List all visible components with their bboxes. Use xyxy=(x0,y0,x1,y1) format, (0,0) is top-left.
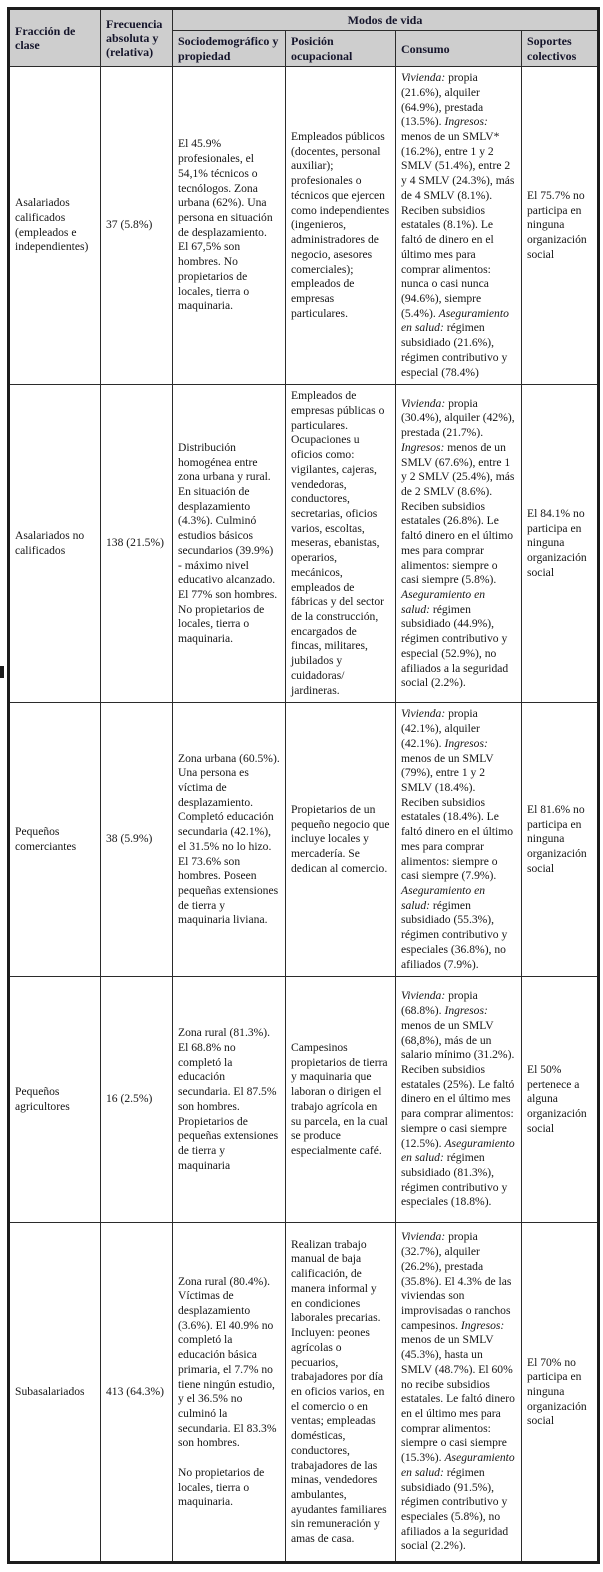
cell-soportes: El 50% pertenece a alguna organización social xyxy=(522,977,599,1223)
cell-frecuencia: 413 (64.3%) xyxy=(101,1223,173,1563)
cell-soportes: El 70% no participa en ninguna organización social xyxy=(522,1223,599,1563)
header-posicion-ocupacional: Posición ocupacional xyxy=(286,31,396,67)
table-header xyxy=(9,9,599,67)
header-fraccion-de-clase: Fracción de clase xyxy=(9,9,101,67)
cell-frecuencia: 38 (5.9%) xyxy=(101,703,173,977)
cell-sociodemografico: Zona urbana (60.5%). Una persona es víctima de desplazamiento. Completó educación secundaria (42.1%), el 31.5% no lo hizo. El 73.6% son hombres. Poseen pequeñas extensiones de tierra y maquinaria liviana. xyxy=(173,703,286,977)
table-row xyxy=(9,703,599,977)
header-frecuencia: Frecuencia absoluta y (relativa) xyxy=(101,9,173,67)
cell-fraccion: Asalariados no calificados xyxy=(9,385,101,703)
cell-frecuencia: 37 (5.8%) xyxy=(101,67,173,385)
cell-consumo: Vivienda: propia (30.4%), alquiler (42%), prestada (21.7%). Ingresos: menos de un SMLV (67.6%), entre 1 y 2 SMLV (25.4%), más de 2 SMLV (8.6%). Reciben subsidios estatales (26.8%). Le faltó dinero en el último mes para comprar alimentos: siempre o casi siempre (5.8%). Aseguramiento en salud: régimen subsidiado (44.9%), régimen contributivo y especial (52.9%), no afiliados a la seguridad social (2.2%). xyxy=(396,385,522,703)
class-fractions-table xyxy=(7,7,600,1564)
scan-artifact-mark xyxy=(0,666,4,678)
table-body xyxy=(9,67,599,1563)
cell-frecuencia: 16 (2.5%) xyxy=(101,977,173,1223)
table-row xyxy=(9,977,599,1223)
table-row xyxy=(9,1223,599,1563)
cell-sociodemografico: Distribución homogénea entre zona urbana y rural. En situación de desplazamiento (4.3%). Culminó estudios básicos secundarios (39.9%) - máximo nivel educativo alcanzado. El 77% son hombres. No propietarios de locales, tierra o maquinaria. xyxy=(173,385,286,703)
header-sociodemografico: Sociodemográfico y propiedad xyxy=(173,31,286,67)
cell-soportes: El 81.6% no participa en ninguna organización social xyxy=(522,703,599,977)
cell-fraccion: Subasalariados xyxy=(9,1223,101,1563)
cell-consumo: Vivienda: propia (32.7%), alquiler (26.2%), prestada (35.8%). El 4.3% de las viviendas son improvisadas o ranchos campesinos. Ingresos: menos de un SMLV (45.3%), hasta un SMLV (48.7%). El 60% no recibe subsidios estatales. Le faltó dinero en el último mes para comprar alimentos: siempre o casi siempre (15.3%). Aseguramiento en salud: régimen subsidiado (91.5%), régimen contributivo y especiales (5.8%), no afiliados a la seguridad social (2.2%). xyxy=(396,1223,522,1563)
cell-posicion: Empleados de empresas públicas o particulares. Ocupaciones u oficios como: vigilantes, cajeras, vendedoras, conductores, secretarias, oficios varios, escoltas, meseras, ebanistas, operarios, mecánicos, empleados de fábricas y del sector de la construcción, encargados de fincas, militares, jubilados y cuidadoras/ jardineras. xyxy=(286,385,396,703)
header-consumo: Consumo xyxy=(396,31,522,67)
cell-fraccion: Pequeños agricultores xyxy=(9,977,101,1223)
cell-consumo: Vivienda: propia (42.1%), alquiler (42.1%). Ingresos: menos de un SMLV (79%), entre 1 y 2 SMLV (18.4%). Reciben subsidios estatales (18.4%). Le faltó dinero en el último mes para comprar alimentos: siempre o casi siempre (7.9%). Aseguramiento en salud: régimen subsidiado (55.3%), régimen contributivo y especiales (36.8%), no afiliados (7.9%). xyxy=(396,703,522,977)
cell-fraccion: Pequeños comerciantes xyxy=(9,703,101,977)
cell-frecuencia: 138 (21.5%) xyxy=(101,385,173,703)
cell-sociodemografico: Zona rural (80.4%). Víctimas de desplazamiento (3.6%). El 40.9% no completó la educación básica primaria, el 7.7% no tiene ningún estudio, y el 36.5% no culminó la secundaria. El 83.3% son hombres. No propietarios de locales, tierra o maquinaria. xyxy=(173,1223,286,1563)
cell-posicion: Propietarios de un pequeño negocio que incluye locales y mercadería. Se dedican al comercio. xyxy=(286,703,396,977)
cell-fraccion: Asalariados calificados (empleados e independientes) xyxy=(9,67,101,385)
table-row xyxy=(9,385,599,703)
header-row-top xyxy=(9,9,599,31)
cell-consumo: Vivienda: propia (68.8%). Ingresos: menos de un SMLV (68,8%), más de un salario mínimo (31.2%). Reciben subsidios estatales (25%). Le faltó dinero en el último mes para comprar alimentos: siempre o casi siempre (12.5%). Aseguramiento en salud: régimen subsidiado (81.3%), régimen contributivo y especiales (18.8%). xyxy=(396,977,522,1223)
header-modos-de-vida: Modos de vida xyxy=(173,9,599,31)
header-soportes-colectivos: Soportes colectivos xyxy=(522,31,599,67)
cell-posicion: Campesinos propietarios de tierra y maquinaria que laboran o dirigen el trabajo agrícola en su parcela, en la cual se produce especialmente café. xyxy=(286,977,396,1223)
table-row xyxy=(9,67,599,385)
cell-soportes: El 84.1% no participa en ninguna organización social xyxy=(522,385,599,703)
cell-posicion: Empleados públicos (docentes, personal auxiliar); profesionales o técnicos que ejercen como independientes (ingenieros, administradores de negocio, asesores comerciales); empleados de empresas particulares. xyxy=(286,67,396,385)
cell-consumo: Vivienda: propia (21.6%), alquiler (64.9%), prestada (13.5%). Ingresos: menos de un SMLV*(16.2%), entre 1 y 2 SMLV (51.4%), entre 2 y 4 SMLV (24.3%), más de 4 SMLV (8.1%). Reciben subsidios estatales (8.1%). Le faltó de dinero en el último mes para comprar alimentos: nunca o casi nunca (94.6%), siempre (5.4%). Aseguramiento en salud: régimen subsidiado (21.6%), régimen contributivo y especial (78.4%) xyxy=(396,67,522,385)
cell-soportes: El 75.7% no participa en ninguna organización social xyxy=(522,67,599,385)
cell-posicion: Realizan trabajo manual de baja calificación, de manera informal y en condiciones laborales precarias. Incluyen: peones agrícolas o pecuarios, trabajadores por día en oficios varios, en el comercio o en ventas; empleadas domésticas, conductores, trabajadores de las minas, vendedores ambulantes, ayudantes familiares sin remuneración y amas de casa. xyxy=(286,1223,396,1563)
cell-sociodemografico: El 45.9% profesionales, el 54,1% técnicos o tecnólogos. Zona urbana (62%). Una persona en situación de desplazamiento. El 67,5% son hombres. No propietarios de locales, tierra o maquinaria. xyxy=(173,67,286,385)
cell-sociodemografico: Zona rural (81.3%). El 68.8% no completó la educación secundaria. El 87.5% son hombres. Propietarios de pequeñas extensiones de tierra y maquinaria xyxy=(173,977,286,1223)
